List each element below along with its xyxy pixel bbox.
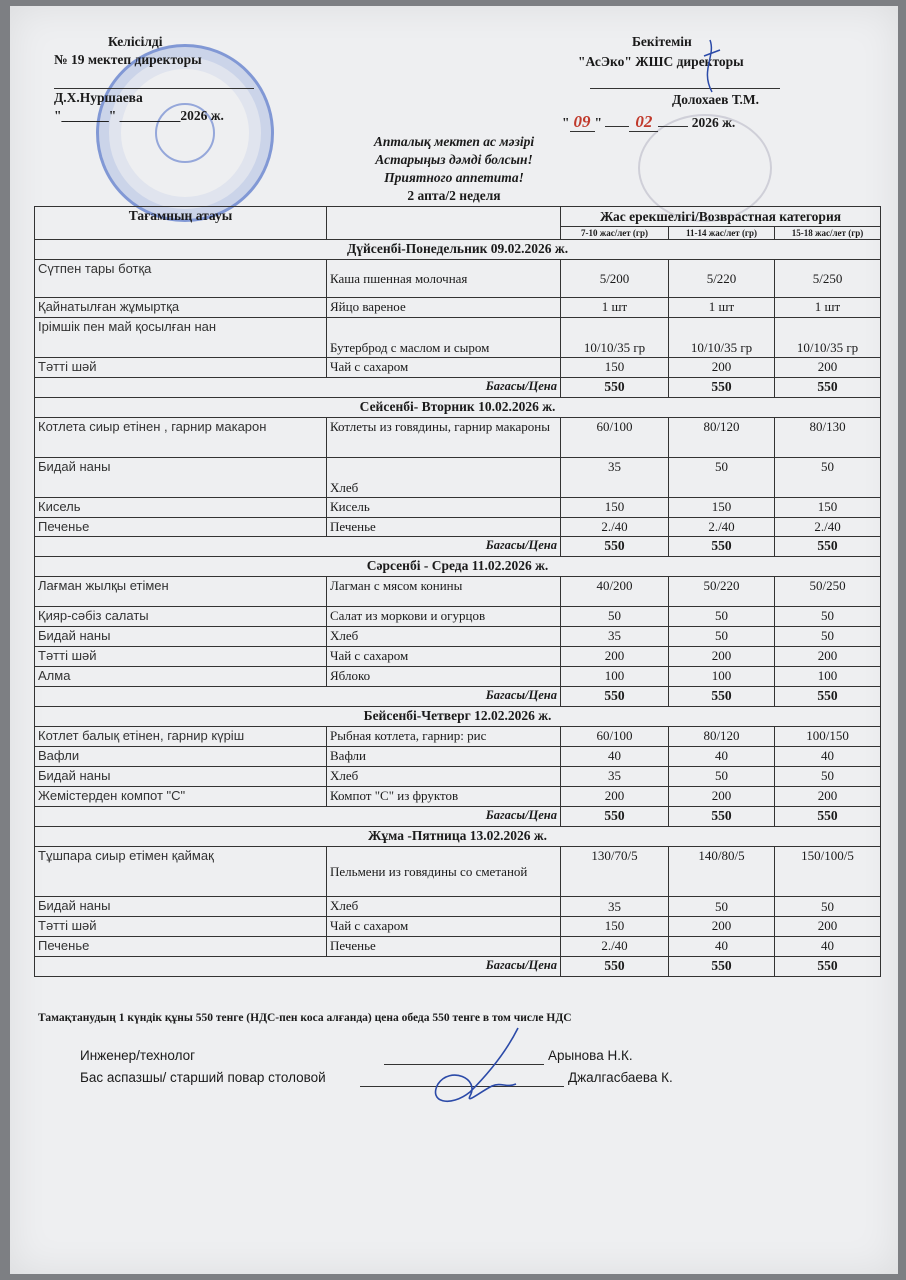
portion-15-18: 40	[775, 937, 881, 957]
portion-11-14: 50	[669, 767, 775, 787]
approval-right-title: Бекітемін	[632, 34, 692, 49]
dish-name-ru: Бутерброд с маслом и сыром	[327, 318, 561, 358]
portion-7-10: 40	[561, 747, 669, 767]
portion-11-14: 50	[669, 607, 775, 627]
price-value: 550	[561, 957, 669, 977]
portion-15-18: 100/150	[775, 727, 881, 747]
portion-7-10: 50	[561, 607, 669, 627]
portion-15-18: 200	[775, 787, 881, 807]
portion-15-18: 50	[775, 767, 881, 787]
age-group-15-18: 15-18 жас/лет (гр)	[775, 227, 881, 240]
engineer-role: Инженер/технолог	[80, 1048, 196, 1063]
dish-name-kz: Қайнатылған жұмыртқа	[35, 298, 327, 318]
dish-name-ru: Яйцо вареное	[327, 298, 561, 318]
dish-name-ru-header	[327, 207, 561, 240]
portion-15-18: 5/250	[775, 260, 881, 298]
dish-name-kz: Тәтті шәй	[35, 917, 327, 937]
price-value: 550	[561, 687, 669, 707]
portion-7-10: 150	[561, 498, 669, 518]
dish-name-kz: Котлета сиыр етінен , гарнир макарон	[35, 418, 327, 458]
portion-15-18: 100	[775, 667, 881, 687]
table-row	[35, 787, 881, 807]
dish-name-kz: Бидай наны	[35, 897, 327, 917]
approval-right-date: " 09 " 02 2026 ж.	[562, 112, 736, 131]
table-row	[35, 298, 881, 318]
table-row	[35, 897, 881, 917]
table-row	[35, 518, 881, 537]
price-row	[35, 378, 881, 398]
dish-name-ru: Кисель	[327, 498, 561, 518]
portion-7-10: 5/200	[561, 260, 669, 298]
portion-15-18: 2./40	[775, 518, 881, 537]
day-header-row	[35, 557, 881, 577]
portion-15-18: 150	[775, 498, 881, 518]
approval-left-date: "_______" _________2026 ж.	[54, 108, 224, 123]
table-header-row	[35, 207, 881, 227]
portion-15-18: 150/100/5	[775, 847, 881, 897]
portion-7-10: 2./40	[561, 937, 669, 957]
portion-7-10: 60/100	[561, 418, 669, 458]
portion-7-10: 35	[561, 458, 669, 498]
portion-11-14: 5/220	[669, 260, 775, 298]
approval-left-line	[54, 88, 254, 89]
portion-11-14: 2./40	[669, 518, 775, 537]
portion-11-14: 100	[669, 667, 775, 687]
approval-left-role: № 19 мектеп директоры	[54, 52, 202, 67]
portion-15-18: 50/250	[775, 577, 881, 607]
day-header-row	[35, 707, 881, 727]
portion-15-18: 10/10/35 гр	[775, 318, 881, 358]
table-row	[35, 627, 881, 647]
portion-7-10: 35	[561, 627, 669, 647]
dish-name-ru: Рыбная котлета, гарнир: рис	[327, 727, 561, 747]
portion-11-14: 40	[669, 747, 775, 767]
menu-title: Апталық мектеп ас мәзірі	[373, 134, 535, 149]
menu-table	[34, 206, 881, 977]
price-value: 550	[669, 378, 775, 398]
portion-7-10: 150	[561, 358, 669, 378]
dish-name-kz: Тәтті шәй	[35, 358, 327, 378]
portion-7-10: 40/200	[561, 577, 669, 607]
portion-7-10: 200	[561, 787, 669, 807]
table-row	[35, 607, 881, 627]
dish-name-kz: Бидай наны	[35, 458, 327, 498]
dish-name-kz: Бидай наны	[35, 627, 327, 647]
dish-name-ru: Чай с сахаром	[327, 917, 561, 937]
portion-15-18: 200	[775, 647, 881, 667]
table-row	[35, 747, 881, 767]
day-header-row	[35, 240, 881, 260]
portion-7-10: 60/100	[561, 727, 669, 747]
table-row	[35, 358, 881, 378]
dish-name-kz: Ірімшік пен май қосылған нан	[35, 318, 327, 358]
table-row	[35, 647, 881, 667]
price-label: Багасы/Цена	[35, 957, 561, 977]
dish-name-ru: Компот "С" из фруктов	[327, 787, 561, 807]
day-header-row	[35, 827, 881, 847]
price-value: 550	[669, 537, 775, 557]
portion-7-10: 150	[561, 917, 669, 937]
dish-name-ru: Котлеты из говядины, гарнир макароны	[327, 418, 561, 458]
portion-15-18: 200	[775, 917, 881, 937]
table-row	[35, 418, 881, 458]
portion-7-10: 1 шт	[561, 298, 669, 318]
dish-name-ru: Лагман с мясом конины	[327, 577, 561, 607]
portion-7-10: 200	[561, 647, 669, 667]
day-title: Дүйсенбі-Понедельник 09.02.2026 ж.	[35, 240, 881, 260]
dish-name-ru: Хлеб	[327, 627, 561, 647]
portion-7-10: 10/10/35 гр	[561, 318, 669, 358]
dish-name-kz: Бидай наны	[35, 767, 327, 787]
price-row	[35, 537, 881, 557]
day-title: Сейсенбі- Вторник 10.02.2026 ж.	[35, 398, 881, 418]
dish-name-kz: Вафли	[35, 747, 327, 767]
approval-day: 09	[570, 112, 595, 132]
cook-role: Бас аспазшы/ старший повар столовой	[80, 1070, 326, 1085]
dish-name-kz: Сүтпен тары ботқа	[35, 260, 327, 298]
handwritten-signature	[410, 1022, 560, 1112]
dish-name-kz: Котлет балық етінен, гарнир күріш	[35, 727, 327, 747]
price-value: 550	[775, 378, 881, 398]
age-group-7-10: 7-10 жас/лет (гр)	[561, 227, 669, 240]
day-title: Сәрсенбі - Среда 11.02.2026 ж.	[35, 557, 881, 577]
dish-name-ru: Хлеб	[327, 458, 561, 498]
dish-name-ru: Печенье	[327, 937, 561, 957]
portion-7-10: 130/70/5	[561, 847, 669, 897]
approval-right-role: "АсЭко" ЖШС директоры	[578, 54, 744, 69]
price-value: 550	[669, 807, 775, 827]
dish-name-kz: Қияр-сәбіз салаты	[35, 607, 327, 627]
portion-11-14: 80/120	[669, 418, 775, 458]
day-header-row	[35, 398, 881, 418]
portion-15-18: 1 шт	[775, 298, 881, 318]
dish-name-kz: Печенье	[35, 518, 327, 537]
portion-11-14: 200	[669, 647, 775, 667]
table-row	[35, 577, 881, 607]
menu-week: 2 апта/2 неделя	[407, 188, 501, 203]
portion-15-18: 80/130	[775, 418, 881, 458]
price-value: 550	[775, 687, 881, 707]
portion-11-14: 50/220	[669, 577, 775, 607]
table-row	[35, 458, 881, 498]
price-value: 550	[775, 537, 881, 557]
table-row	[35, 727, 881, 747]
dish-name-ru: Вафли	[327, 747, 561, 767]
portion-7-10: 35	[561, 767, 669, 787]
dish-name-kz: Кисель	[35, 498, 327, 518]
portion-11-14: 140/80/5	[669, 847, 775, 897]
portion-15-18: 50	[775, 458, 881, 498]
approval-right-name: Долохаев Т.М.	[672, 92, 759, 107]
dish-name-ru: Хлеб	[327, 897, 561, 917]
day-title: Жұма -Пятница 13.02.2026 ж.	[35, 827, 881, 847]
cook-name: Джалгасбаева К.	[568, 1070, 673, 1085]
portion-11-14: 200	[669, 358, 775, 378]
menu-subtitle-ru: Приятного аппетита!	[384, 170, 524, 185]
price-row	[35, 957, 881, 977]
day-title: Бейсенбі-Четверг 12.02.2026 ж.	[35, 707, 881, 727]
portion-11-14: 80/120	[669, 727, 775, 747]
daily-cost-note: Тамақтанудың 1 күндік құны 550 тенге (НДС-пен коса алғанда) цена обеда 550 тенге в том числе НДС	[38, 1012, 572, 1024]
portion-15-18: 50	[775, 897, 881, 917]
approval-left-title: Келісілді	[108, 34, 163, 49]
table-row	[35, 667, 881, 687]
dish-name-kz: Лағман жылқы етімен	[35, 577, 327, 607]
portion-11-14: 50	[669, 627, 775, 647]
director-signature	[690, 36, 730, 96]
dish-name-ru: Салат из моркови и огурцов	[327, 607, 561, 627]
portion-11-14: 200	[669, 917, 775, 937]
price-label: Багасы/Цена	[35, 378, 561, 398]
portion-15-18: 50	[775, 627, 881, 647]
table-row	[35, 498, 881, 518]
dish-name-ru: Печенье	[327, 518, 561, 537]
menu-subtitle-kz: Астарыңыз дәмді болсын!	[375, 152, 533, 167]
price-value: 550	[775, 807, 881, 827]
table-row	[35, 260, 881, 298]
dish-name-ru: Каша пшенная молочная	[327, 260, 561, 298]
dish-name-kz: Тәтті шәй	[35, 647, 327, 667]
price-label: Багасы/Цена	[35, 687, 561, 707]
portion-11-14: 1 шт	[669, 298, 775, 318]
dish-name-ru: Пельмени из говядины со сметаной	[327, 847, 561, 897]
table-row	[35, 937, 881, 957]
price-row	[35, 687, 881, 707]
portion-15-18: 40	[775, 747, 881, 767]
dish-name-kz: Алма	[35, 667, 327, 687]
approval-month: 02	[629, 112, 658, 132]
engineer-name: Арынова Н.К.	[548, 1048, 633, 1063]
portion-7-10: 35	[561, 897, 669, 917]
price-label: Багасы/Цена	[35, 807, 561, 827]
age-category-header: Жас ерекшелігі/Возврастная категория	[561, 207, 881, 227]
table-row	[35, 318, 881, 358]
portion-11-14: 150	[669, 498, 775, 518]
price-value: 550	[669, 687, 775, 707]
dish-name-ru: Яблоко	[327, 667, 561, 687]
age-group-11-14: 11-14 жас/лет (гр)	[669, 227, 775, 240]
approval-left-name: Д.Х.Нуршаева	[54, 90, 143, 105]
dish-name-kz: Тұшпара сиыр етімен қаймақ	[35, 847, 327, 897]
portion-11-14: 200	[669, 787, 775, 807]
dish-name-header: Тағамның атауы	[35, 207, 327, 240]
price-value: 550	[561, 537, 669, 557]
price-value: 550	[561, 807, 669, 827]
portion-7-10: 2./40	[561, 518, 669, 537]
dish-name-ru: Чай с сахаром	[327, 358, 561, 378]
portion-15-18: 200	[775, 358, 881, 378]
price-label: Багасы/Цена	[35, 537, 561, 557]
portion-15-18: 50	[775, 607, 881, 627]
dish-name-kz: Печенье	[35, 937, 327, 957]
price-value: 550	[775, 957, 881, 977]
price-value: 550	[561, 378, 669, 398]
price-value: 550	[669, 957, 775, 977]
portion-11-14: 40	[669, 937, 775, 957]
portion-7-10: 100	[561, 667, 669, 687]
document-page	[10, 6, 898, 1274]
dish-name-kz: Жемістерден компот "С"	[35, 787, 327, 807]
table-row	[35, 847, 881, 897]
table-row	[35, 917, 881, 937]
dish-name-ru: Хлеб	[327, 767, 561, 787]
price-row	[35, 807, 881, 827]
portion-11-14: 10/10/35 гр	[669, 318, 775, 358]
approval-right-line	[590, 88, 780, 89]
dish-name-ru: Чай с сахаром	[327, 647, 561, 667]
portion-11-14: 50	[669, 458, 775, 498]
table-row	[35, 767, 881, 787]
portion-11-14: 50	[669, 897, 775, 917]
